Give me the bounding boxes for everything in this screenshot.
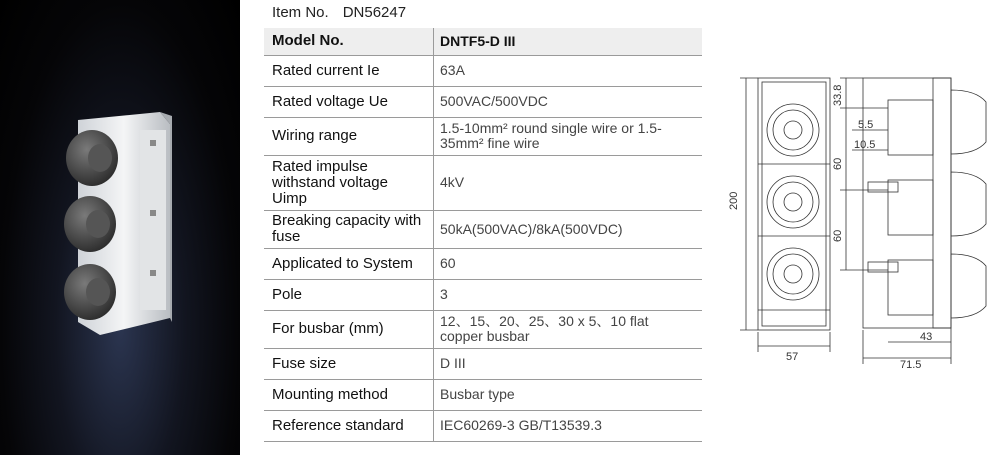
spec-value: 60 [434,248,703,279]
dim-pitch-2-label: 60 [832,229,844,242]
spec-label: Reference standard [264,410,434,441]
item-value: DN56247 [342,4,407,21]
table-row [264,117,702,155]
knob-bottom-icon [64,264,116,320]
fuse-circle-icon [767,104,819,156]
side-view-outline [863,78,951,328]
table-row [264,155,702,210]
dim-height-label: 200 [728,191,740,210]
spec-label: Rated current Ie [264,55,434,86]
spec-label: Rated voltage Ue [264,86,434,117]
table-row [264,379,702,410]
dimension-drawing [728,70,998,370]
spec-value: 3 [434,279,703,310]
spec-value: 4kV [434,155,703,210]
knob-middle-icon [64,196,116,252]
item-label: Item No. [272,4,329,21]
dim-5-5-label: 5.5 [858,119,874,131]
spec-value: 50kA(500VAC)/8kA(500VDC) [434,210,703,248]
product-photo [0,0,240,455]
item-number [272,4,420,21]
table-row [264,55,702,86]
spec-label: Rated impulse withstand voltage Uimp [264,155,434,210]
spec-label: Applicated to System [264,248,434,279]
dim-pitch-1-label: 60 [832,157,844,170]
table-row [264,279,702,310]
dim-depth-total-label: 71.5 [900,359,922,370]
spec-label: Breaking capacity with fuse [264,210,434,248]
dim-width-label: 57 [786,351,799,363]
knob-top-icon [66,130,118,186]
dim-top-label: 33.8 [832,84,844,106]
spec-label: Model No. [264,28,434,55]
table-row [264,210,702,248]
table-row [264,248,702,279]
dim-depth-inner-label: 43 [920,331,933,343]
table-row [264,410,702,441]
table-row [264,28,702,55]
spec-table [264,28,702,442]
table-row [264,310,702,348]
spec-value: IEC60269-3 GB/T13539.3 [434,410,703,441]
table-row [264,348,702,379]
fuse-circle-icon [767,248,819,300]
spec-label: Wiring range [264,117,434,155]
spec-value: 63A [434,55,703,86]
fuse-holder-illustration [0,0,240,455]
spec-value: DNTF5-D III [434,28,703,55]
fuse-circle-icon [767,176,819,228]
spec-value: 1.5-10mm² round single wire or 1.5-35mm² fine wire [434,117,703,155]
spec-label: Fuse size [264,348,434,379]
spec-value: Busbar type [434,379,703,410]
spec-value: 500VAC/500VDC [434,86,703,117]
spec-label: Pole [264,279,434,310]
spec-value: D III [434,348,703,379]
spec-value: 12、15、20、25、30 x 5、10 flat copper busbar [434,310,703,348]
dim-10-5-label: 10.5 [854,139,876,151]
table-row [264,86,702,117]
spec-label: For busbar (mm) [264,310,434,348]
spec-label: Mounting method [264,379,434,410]
